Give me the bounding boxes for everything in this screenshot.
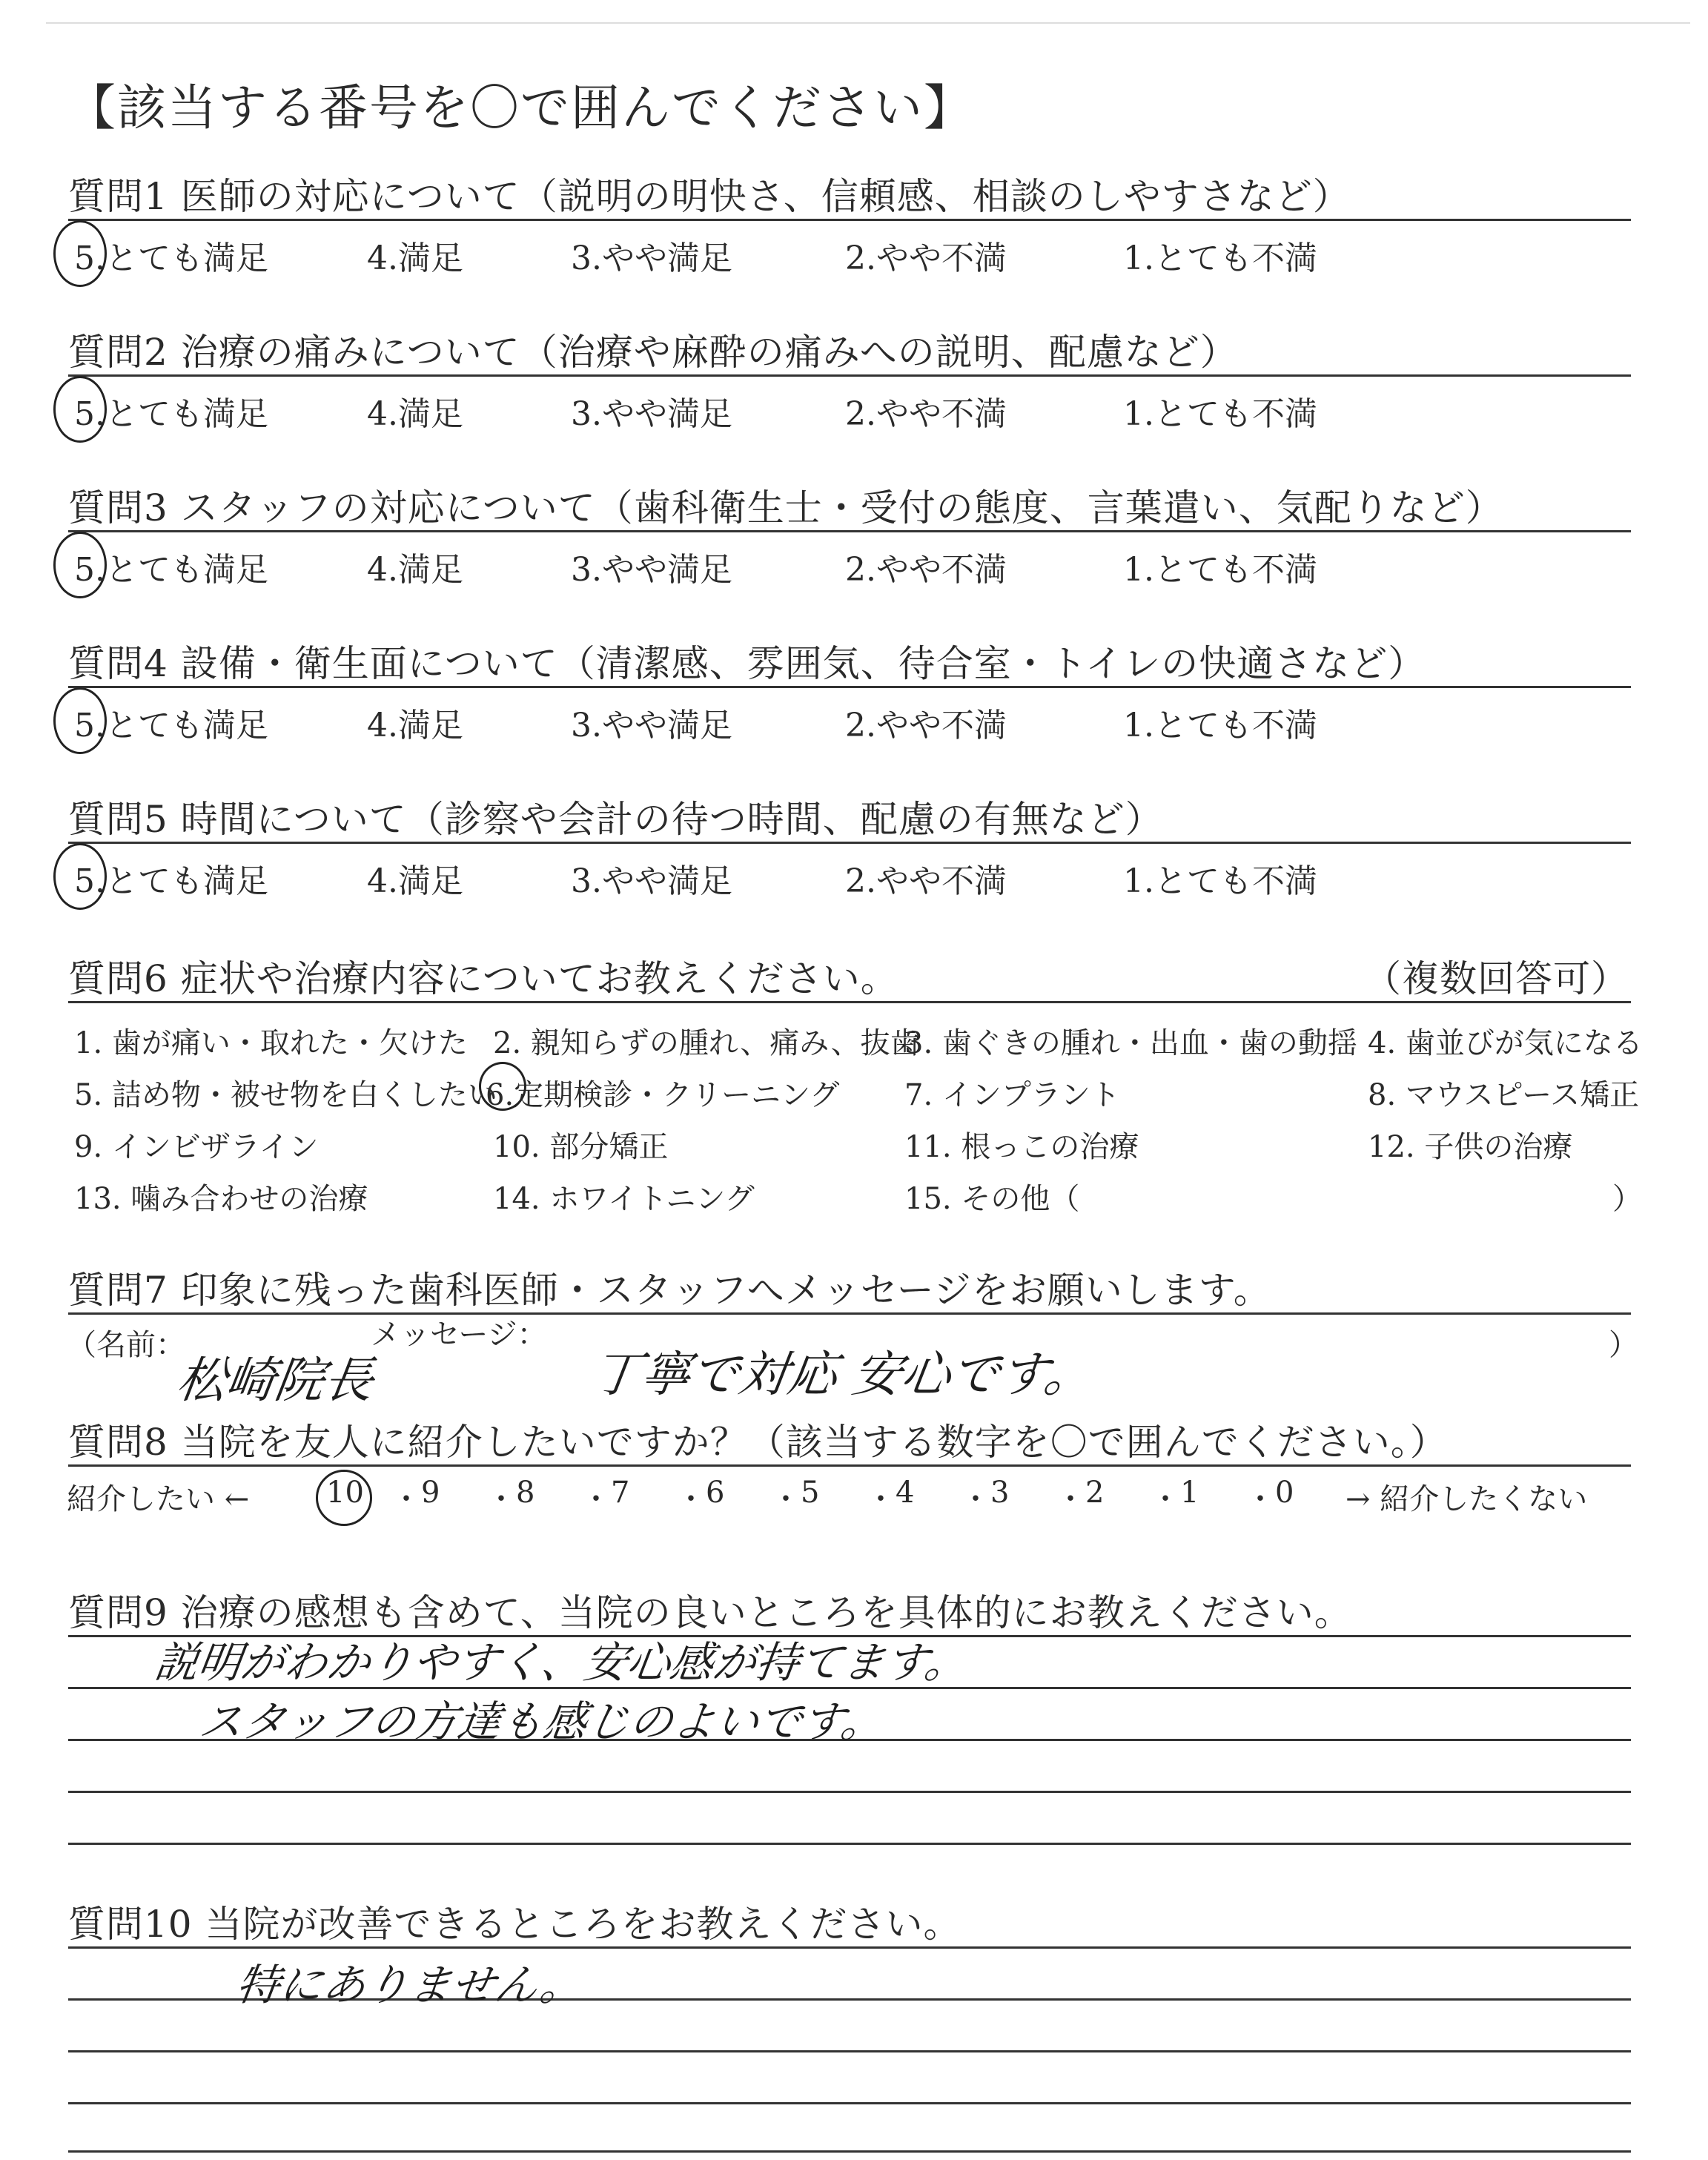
q8-scale-9[interactable]: 9 [421,1476,440,1510]
q9-rule-4 [68,1791,1631,1793]
q10-rule-4 [68,2102,1631,2104]
q6-option-3[interactable]: 3. 歯ぐきの腫れ・出血・歯の動揺 [904,1026,1357,1060]
q10-rule-5 [68,2150,1631,2153]
q6-option-2[interactable]: 2. 親知らずの腫れ、痛み、抜歯 [493,1026,920,1060]
q10-answer-line-1: 特にありません。 [233,1960,587,2010]
q7-message-handwritten: 丁寧で対応 安心です。 [588,1346,1098,1403]
q8-scale-0[interactable]: 0 [1275,1476,1294,1510]
q5-title: 質問5 時間について（診察や会計の待つ時間、配慮の有無など） [68,798,1163,841]
q6-option-13[interactable]: 13. 噛み合わせの治療 [74,1182,368,1216]
q2-selection-circle [53,376,107,443]
q2-option-2[interactable]: 2.やや不満 [845,395,1007,433]
q5-option-5[interactable]: 5.とても満足 [74,862,268,900]
q5-option-4[interactable]: 4.満足 [367,862,463,900]
q9-rule-5 [68,1843,1631,1845]
q1-option-4[interactable]: 4.満足 [367,240,463,277]
q6-option-9[interactable]: 9. インビザライン [74,1130,319,1164]
q8-scale-separator: ・ [1245,1482,1275,1516]
q4-title: 質問4 設備・衛生面について（清潔感、雰囲気、待合室・トイレの快適さなど） [68,642,1426,685]
q6-other-close-paren: ） [1612,1182,1642,1216]
q6-option-7[interactable]: 7. インプラント [904,1078,1120,1112]
q4-option-1[interactable]: 1.とても不満 [1123,707,1317,744]
q8-rule [68,1464,1631,1467]
q8-scale-6[interactable]: 6 [706,1476,725,1510]
q8-left-label: 紹介したい ← [67,1482,250,1516]
q6-option-11[interactable]: 11. 根っこの治療 [904,1130,1139,1164]
q6-rule [68,1001,1631,1003]
q6-title: 質問6 症状や治療内容についてお教えください。 [68,957,898,1000]
q8-scale-4[interactable]: 4 [896,1476,915,1510]
q9-title: 質問9 治療の感想も含めて、当院の良いところを具体的にお教えください。 [68,1591,1352,1634]
q1-option-3[interactable]: 3.やや満足 [571,240,732,277]
q9-answer-line-2: スタッフの方達も感じのよいです。 [196,1697,888,1747]
q3-selection-circle [53,532,107,598]
q6-option-14[interactable]: 14. ホワイトニング [493,1182,755,1216]
q8-scale-separator: ・ [486,1482,516,1516]
q8-right-label: → 紹介したくない [1345,1482,1588,1516]
q3-rule [68,530,1631,532]
q4-option-3[interactable]: 3.やや満足 [571,707,732,744]
q5-option-2[interactable]: 2.やや不満 [845,862,1007,900]
q2-option-1[interactable]: 1.とても不満 [1123,395,1317,433]
q2-option-4[interactable]: 4.満足 [367,395,463,433]
q8-scale-3[interactable]: 3 [990,1476,1010,1510]
q8-scale-separator: ・ [1151,1482,1180,1516]
q5-option-1[interactable]: 1.とても不満 [1123,862,1317,900]
q6-selection-circle [479,1062,526,1111]
q5-selection-circle [53,843,107,910]
q3-option-2[interactable]: 2.やや不満 [845,551,1007,589]
q1-title: 質問1 医師の対応について（説明の明快さ、信頼感、相談のしやすさなど） [68,175,1351,218]
q8-scale-7[interactable]: 7 [611,1476,630,1510]
q8-scale-separator: ・ [581,1482,611,1516]
q3-title: 質問3 スタッフの対応について（歯科衛生士・受付の態度、言葉遣い、気配りなど） [68,486,1503,529]
q7-name-label: （名前： [67,1328,185,1362]
page-top-edge [46,22,1690,24]
q8-scale-separator: ・ [1056,1482,1085,1516]
q8-scale-5[interactable]: 5 [801,1476,820,1510]
q6-option-12[interactable]: 12. 子供の治療 [1368,1130,1573,1164]
q6-option-10[interactable]: 10. 部分矯正 [493,1130,669,1164]
q7-name-handwritten: 松崎院長 [173,1352,377,1409]
q5-option-3[interactable]: 3.やや満足 [571,862,732,900]
q2-option-3[interactable]: 3.やや満足 [571,395,732,433]
q7-close-paren: ） [1609,1328,1638,1362]
q8-scale-8[interactable]: 8 [516,1476,535,1510]
q10-rule-1 [68,1946,1631,1949]
q7-title: 質問7 印象に残った歯科医師・スタッフへメッセージをお願いします。 [68,1269,1271,1312]
q8-scale-2[interactable]: 2 [1085,1476,1105,1510]
q1-option-5[interactable]: 5.とても満足 [74,240,268,277]
q4-rule [68,686,1631,688]
q8-scale-separator: ・ [391,1482,421,1516]
q8-scale-separator: ・ [866,1482,896,1516]
q1-option-2[interactable]: 2.やや不満 [845,240,1007,277]
q4-option-4[interactable]: 4.満足 [367,707,463,744]
q3-option-1[interactable]: 1.とても不満 [1123,551,1317,589]
q8-scale-10[interactable]: 10 [326,1476,364,1510]
q8-scale-separator: ・ [961,1482,990,1516]
q1-option-1[interactable]: 1.とても不満 [1123,240,1317,277]
q3-option-3[interactable]: 3.やや満足 [571,551,732,589]
q8-scale-1[interactable]: 1 [1180,1476,1199,1510]
q7-rule [68,1312,1631,1315]
q6-option-4[interactable]: 4. 歯並びが気になる [1368,1026,1643,1060]
q1-selection-circle [53,220,107,287]
q8-selection-circle [316,1470,372,1526]
q3-option-5[interactable]: 5.とても満足 [74,551,268,589]
q6-option-1[interactable]: 1. 歯が痛い・取れた・欠けた [74,1026,468,1060]
q4-selection-circle [53,687,107,754]
q6-note: （複数回答可） [1364,957,1629,1000]
q7-message-label: メッセージ： [371,1318,547,1352]
q8-scale-separator: ・ [771,1482,801,1516]
q4-option-5[interactable]: 5.とても満足 [74,707,268,744]
q10-rule-3 [68,2050,1631,2052]
q6-option-8[interactable]: 8. マウスピース矯正 [1368,1078,1640,1112]
q1-rule [68,219,1631,221]
q6-option-15[interactable]: 15. その他（ [904,1182,1080,1216]
q3-option-4[interactable]: 4.満足 [367,551,463,589]
instruction-heading: 【該当する番号を〇で囲んでください】 [67,79,974,136]
q5-rule [68,842,1631,844]
q2-title: 質問2 治療の痛みについて（治療や麻酔の痛みへの説明、配慮など） [68,331,1238,374]
q8-scale-separator: ・ [676,1482,706,1516]
q6-option-5[interactable]: 5. 詰め物・被せ物を白くしたい [74,1078,497,1112]
q9-answer-line-1: 説明がわかりやすく、安心感が持てます。 [151,1637,972,1688]
q6-option-6[interactable]: 6.定期検診・クリーニング [486,1078,840,1112]
q2-option-5[interactable]: 5.とても満足 [74,395,268,433]
q4-option-2[interactable]: 2.やや不満 [845,707,1007,744]
q8-title: 質問8 当院を友人に紹介したいですか？（該当する数字を〇で囲んでください。） [68,1421,1448,1464]
q10-title: 質問10 当院が改善できるところをお教えください。 [68,1903,961,1946]
q2-rule [68,374,1631,377]
